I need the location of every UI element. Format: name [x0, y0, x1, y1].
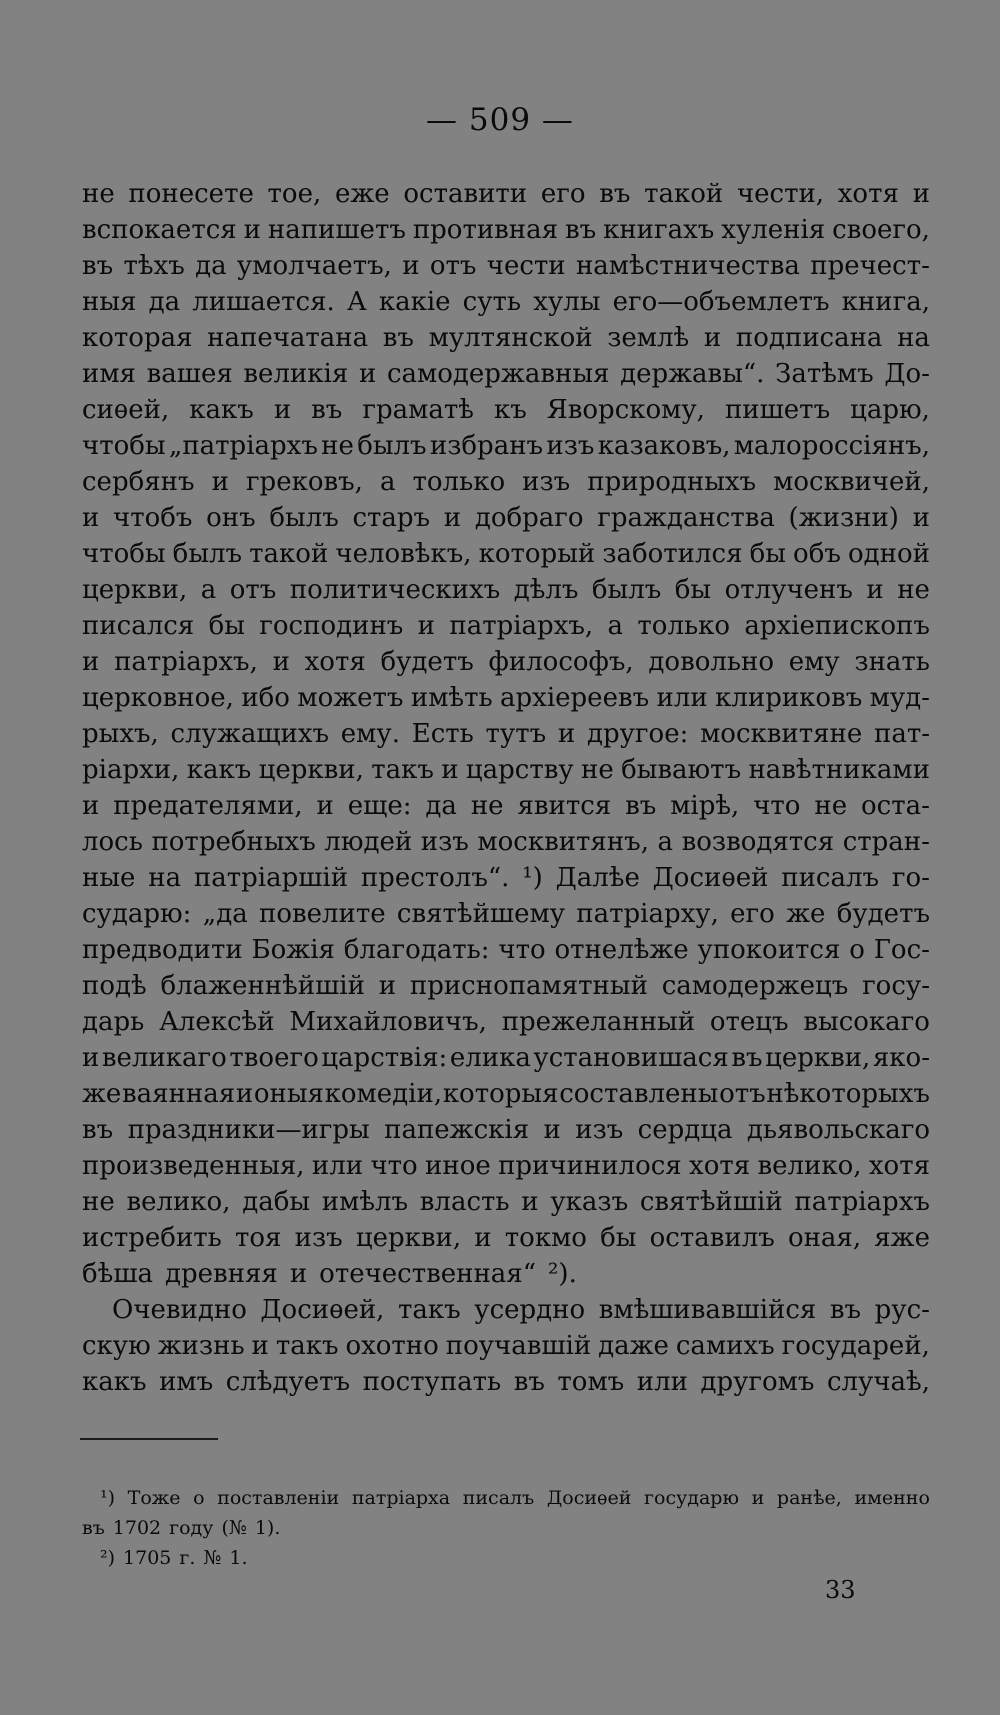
text-line: дарь Алексѣй Михайловичъ, прежеланный отецъ высокаго — [82, 1007, 930, 1037]
text-line: не понесете тое, еже оставити его въ такой чести, хотя и — [82, 179, 930, 209]
text-line: и чтобъ онъ былъ старъ и добраго гражданства (жизни) и — [82, 503, 930, 533]
footnotes — [82, 1483, 930, 1573]
text-line: ные на патріаршій престолъ“. ¹) Далѣе Досиѳей писалъ го- — [82, 863, 930, 893]
text-line: церковное, ибо можетъ имѣть архіереевъ или клириковъ муд- — [82, 683, 930, 713]
footnote-line: ¹) Тоже о поставленіи патріарха писалъ Досиѳей государю и ранѣе, именно — [100, 1487, 930, 1509]
text-line: истребить тоя изъ церкви, и токмо бы оставилъ оная, яже — [82, 1223, 930, 1253]
text-line: писался бы господинъ и патріархъ, а только архіепископъ — [82, 611, 930, 641]
text-line: чтобы былъ такой человѣкъ, который заботился бы объ одной — [82, 539, 930, 569]
text-line: въ праздники—игры папежскія и изъ сердца дьявольскаго — [82, 1115, 930, 1145]
text-line: ріархи, какъ церкви, такъ и царству не бываютъ навѣтниками — [82, 755, 930, 785]
text-line: сиѳей, какъ и въ граматѣ къ Яворскому, пишетъ царю, — [82, 395, 930, 425]
text-line: скую жизнь и такъ охотно поучавшій даже самихъ государей, — [82, 1331, 930, 1361]
text-line: какъ имъ слѣдуетъ поступать въ томъ или другомъ случаѣ, — [82, 1367, 930, 1397]
text-line: Очевидно Досиѳей, такъ усердно вмѣшивавшійся въ рус- — [112, 1295, 930, 1325]
text-line: подѣ блаженнѣйшій и приснопамятный самодержецъ госу- — [82, 971, 930, 1001]
text-line: и предателями, и еще: да не явится въ мірѣ, что не оста- — [82, 791, 930, 821]
body-text — [82, 176, 930, 1400]
text-line: которая напечатана въ мултянской землѣ и подписана на — [82, 323, 930, 353]
text-line: имя вашея великія и самодержавныя державы“. Затѣмъ До- — [82, 359, 930, 389]
text-line: предводити Божія благодать: что отнелѣже упокоится о Гос- — [82, 935, 930, 965]
text-line: и патріархъ, и хотя будетъ философъ, довольно ему знать — [82, 647, 930, 677]
text-line: лось потребныхъ людей изъ москвитянъ, а возводятся стран- — [82, 827, 930, 857]
footnote-divider — [80, 1438, 218, 1440]
text-line: ныя да лишается. А какіе суть хулы его—объемлетъ книга, — [82, 287, 930, 317]
text-line: не велико, дабы имѣлъ власть и указъ святѣйшій патріархъ — [82, 1187, 930, 1217]
text-line: вспокается и напишетъ противная въ книгахъ хуленія своего, — [82, 215, 930, 245]
footnote-line: въ 1702 году (№ 1). — [82, 1517, 281, 1539]
text-line: и великаго твоего царствія: елика установишася въ церкви, яко- — [82, 1043, 930, 1073]
text-line: же ваянная и оныя комедіи, которыя составлены отъ нѣкоторыхъ — [82, 1079, 930, 1109]
signature-mark: 33 — [825, 1576, 856, 1604]
text-line: рыхъ, служащихъ ему. Есть тутъ и другое: москвитяне пат- — [82, 719, 930, 749]
footnote-line: ²) 1705 г. № 1. — [100, 1547, 248, 1569]
text-line: произведенныя, или что иное причинилося хотя велико, хотя — [82, 1151, 930, 1181]
page-number: — 509 — — [426, 102, 574, 138]
text-line: сударю: „да повелите святѣйшему патріарху, его же будетъ — [82, 899, 930, 929]
text-line: сербянъ и грековъ, а только изъ природныхъ москвичей, — [82, 467, 930, 497]
text-line: церкви, а отъ политическихъ дѣлъ былъ бы отлученъ и не — [82, 575, 930, 605]
text-line: въ тѣхъ да умолчаетъ, и отъ чести намѣстничества пречест- — [82, 251, 930, 281]
text-line: чтобы „патріархъ не былъ избранъ изъ казаковъ, малороссіянъ, — [82, 431, 930, 461]
text-line: бѣша древняя и отечественная“ ²). — [82, 1259, 577, 1289]
